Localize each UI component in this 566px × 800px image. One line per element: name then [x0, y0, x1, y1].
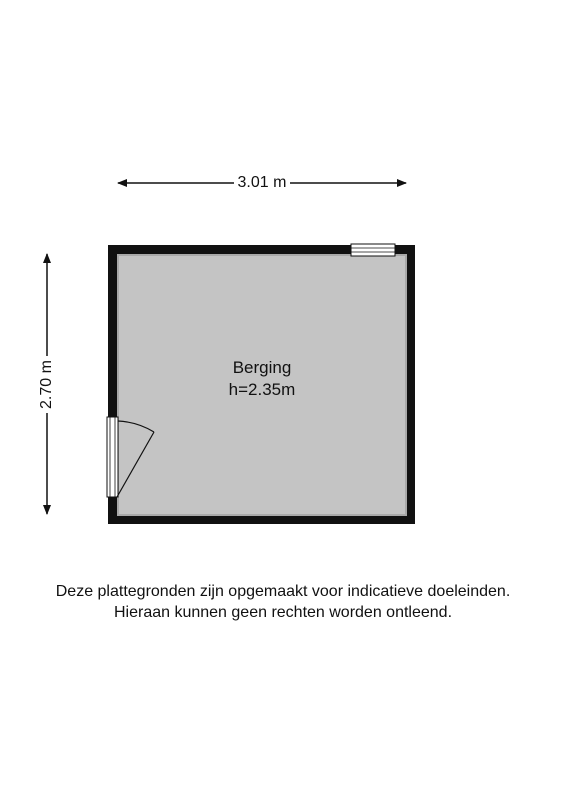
- room-name-label: Berging: [232, 358, 292, 377]
- height-dimension-label: 2.70 m: [38, 356, 56, 413]
- room-height-label: h=2.35m: [228, 380, 296, 399]
- width-dimension-label: 3.01 m: [234, 174, 291, 192]
- window: [351, 244, 395, 256]
- disclaimer-line-2: Hieraan kunnen geen rechten worden ontleend.: [113, 604, 453, 621]
- disclaimer-line-1: Deze plattegronden zijn opgemaakt voor indicatieve doeleinden.: [55, 583, 511, 600]
